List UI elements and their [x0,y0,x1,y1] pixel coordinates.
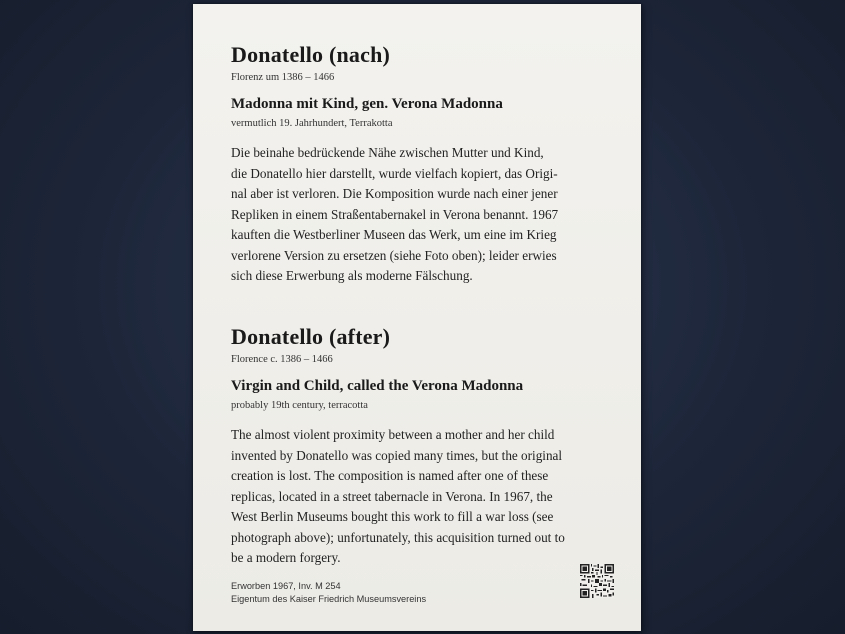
artist-life-en: Florence c. 1386 – 1466 [231,354,333,365]
artwork-date-en: probably 19th century, terracotta [231,400,368,411]
description-line: replicas, located in a street tabernacle in Verona. In 1967, the [231,488,553,504]
description-en [231,425,611,569]
artwork-title-de: Madonna mit Kind, gen. Verona Madonna [231,96,503,112]
description-line: kauften die Westberliner Museen das Werk, um eine im Krieg [231,227,557,242]
description-line: verlorene Version zu ersetzen (siehe Foto oben); leider erwies [231,247,557,263]
description-line: The almost violent proximity between a mother and her child [231,427,555,442]
artist-name-en: Donatello (after) [231,324,391,349]
description-line: nal aber ist verloren. Die Komposition wurde nach einer jener [231,186,558,201]
description-line: sich diese Erwerbung als moderne Fälschung. [231,268,473,283]
artist-life-de: Florenz um 1386 – 1466 [231,72,335,83]
description-line: photograph above); unfortunately, this acquisition turned out to [231,529,565,545]
description-line: Die beinahe bedrückende Nähe zwischen Mutter und Kind, [231,145,544,160]
description-line: invented by Donatello was copied many times, but the original [231,447,563,463]
ownership-info: Eigentum des Kaiser Friedrich Museumsvereins [231,594,427,604]
description-de [231,143,611,287]
description-line: creation is lost. The composition is named after one of these [231,468,549,483]
label-footer [231,580,426,606]
artwork-date-de: vermutlich 19. Jahrhundert, Terrakotta [231,118,393,129]
museum-label-card [193,4,641,631]
acquisition-info: Erworben 1967, Inv. M 254 [231,581,341,591]
artist-name-de: Donatello (nach) [231,42,391,67]
description-line: Repliken in einem Straßentabernakel in Verona benannt. 1967 [231,206,559,222]
description-line: be a modern forgery. [231,550,341,565]
german-section [231,42,611,287]
description-line: die Donatello hier darstellt, wurde vielfach kopiert, das Origi- [231,165,558,181]
english-section [231,324,611,569]
artwork-title-en: Virgin and Child, called the Verona Madonna [231,378,524,394]
description-line: West Berlin Museums bought this work to fill a war loss (see [231,509,554,524]
qr-code-icon [580,564,614,598]
